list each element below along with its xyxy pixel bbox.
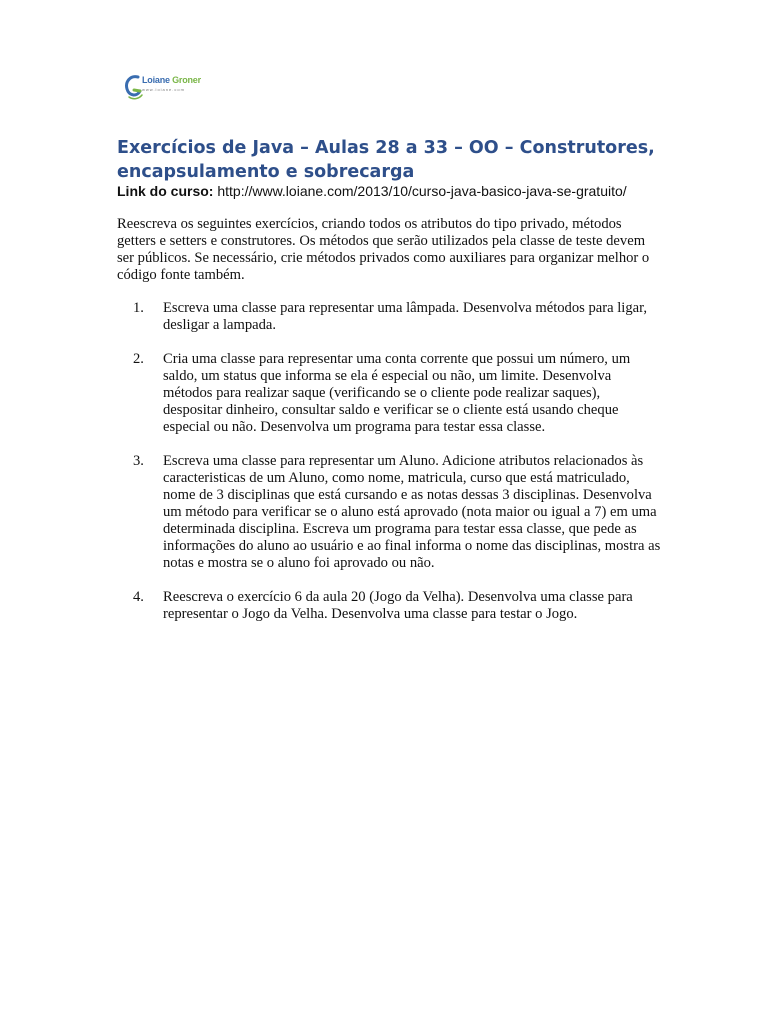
logo-name-last: Groner <box>172 75 201 85</box>
exercise-number: 4. <box>133 589 144 605</box>
exercise-item <box>117 300 662 334</box>
logo-swirl-icon <box>124 72 144 102</box>
intro-paragraph: Reescreva os seguintes exercícios, criando todos os atributos do tipo privado, métodos getters e setters e construtores. Os métodos que serão utilizados pela classe de teste devem ser públicos. Se necessário, crie métodos privados como auxiliares para organizar melhor o código fonte também. <box>117 216 650 283</box>
exercise-text: Reescreva o exercício 6 da aula 20 (Jogo da Velha). Desenvolva uma classe para representar o Jogo da Velha. Desenvolva uma classe para testar o Jogo. <box>163 589 633 622</box>
loiane-groner-logo <box>124 72 214 102</box>
exercise-list <box>117 300 662 640</box>
exercise-item <box>117 589 662 623</box>
exercise-text: Escreva uma classe para representar um Aluno. Adicione atributos relacionados às caracteristicas de um Aluno, como nome, matricula, curso que está matriculado, nome de 3 disciplinas que está cursando e as notas dessas 3 disciplinas. Desenvolva um método para verificar se o aluno está aprovado (nota maior ou igual a 7) em uma determinada disciplina. Escreva um programa para testar essa classe, que pede as informações do aluno ao usuário e ao final informa o nome das disciplinas, mostra as notas e mostra se o aluno foi aprovado ou não. <box>163 453 661 571</box>
exercise-item <box>117 453 662 572</box>
course-link-line <box>117 182 677 200</box>
exercise-number: 1. <box>133 300 144 316</box>
document-title: Exercícios de Java – Aulas 28 a 33 – OO – Construtores, encapsulamento e sobrecarga <box>117 138 655 182</box>
exercise-item <box>117 351 662 436</box>
course-link-url[interactable]: http://www.loiane.com/2013/10/curso-java-basico-java-se-gratuito/ <box>213 183 627 199</box>
exercise-number: 3. <box>133 453 144 469</box>
exercise-number: 2. <box>133 351 144 367</box>
exercise-text: Cria uma classe para representar uma conta corrente que possui um número, um saldo, um status que informa se ela é especial ou não, um limite. Desenvolva métodos para realizar saque (verificando se o cliente pode realizar saques), despositar dinheiro, consultar saldo e verificar se o cliente está usando cheque especial ou não. Desenvolva um programa para testar essa classe. <box>163 351 631 435</box>
logo-tagline: www.loiane.com <box>142 87 185 92</box>
logo-name-first: Loiane <box>142 75 173 85</box>
course-link-label: Link do curso: <box>117 183 214 199</box>
exercise-text: Escreva uma classe para representar uma lâmpada. Desenvolva métodos para ligar, desligar a lampada. <box>163 300 648 333</box>
logo-wordmark <box>142 75 201 85</box>
